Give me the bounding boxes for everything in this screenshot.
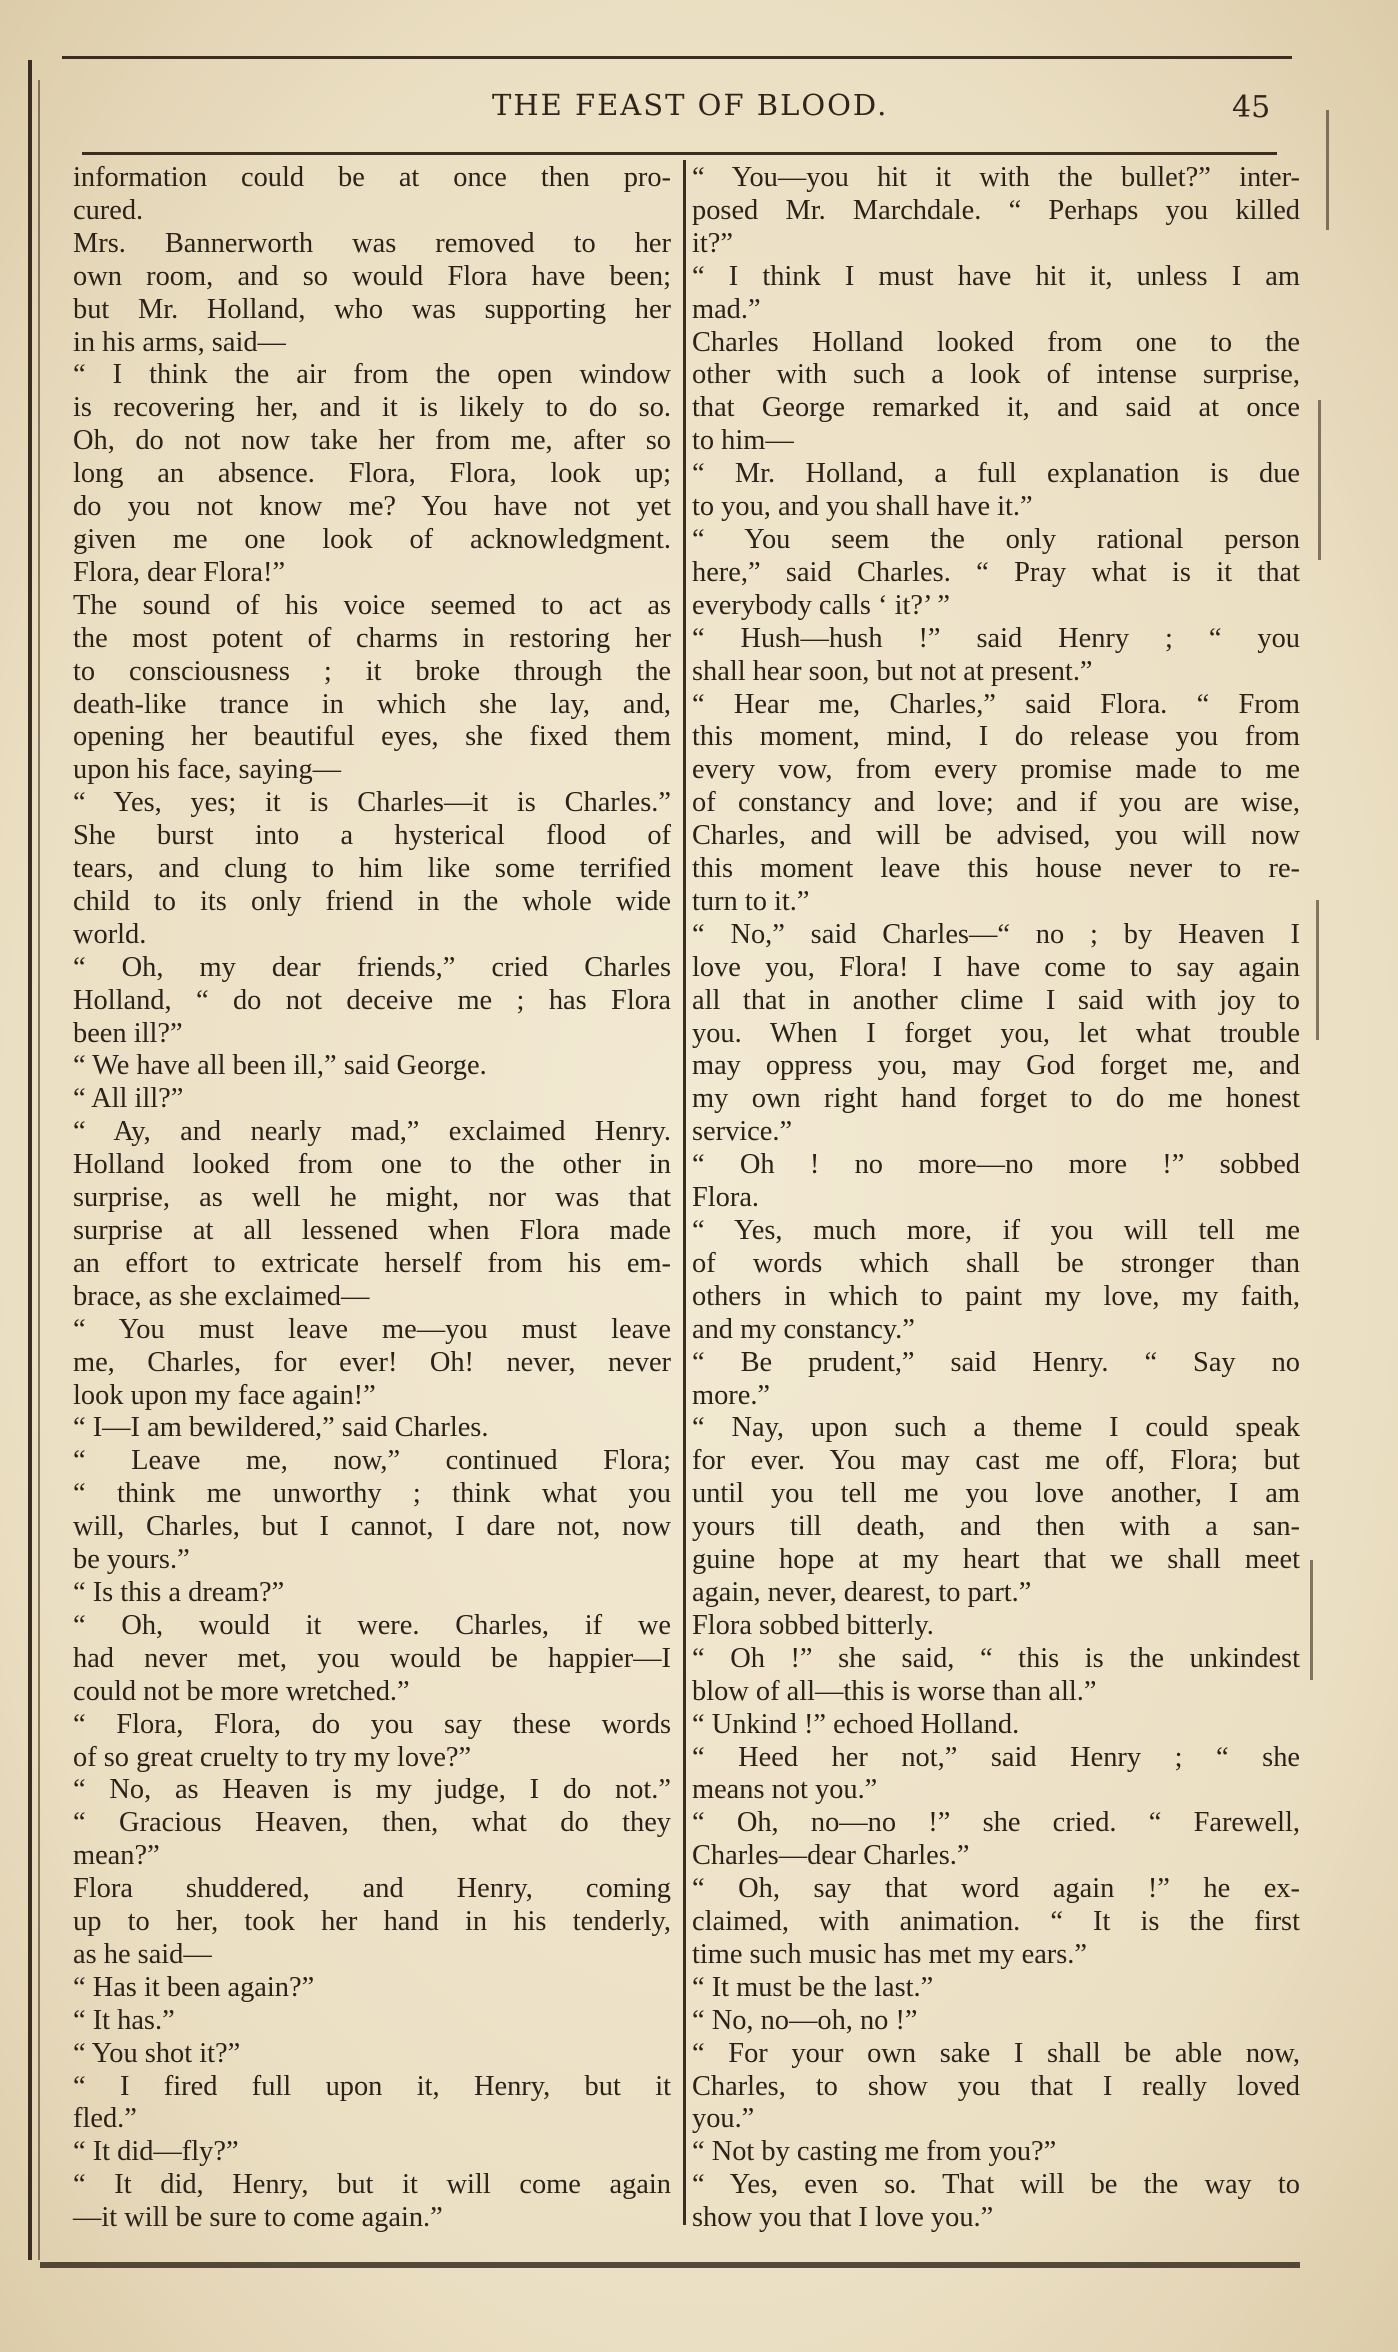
left-column-line: cured. [73,194,144,226]
left-column-line: “ Oh, my dear friends,” cried Charles [73,951,671,983]
left-column-line: do you not know me? You have not yet [73,491,671,523]
right-column-line: “ You—you hit it with the bullet?” inter- [692,162,1300,193]
left-column-line: upon his face, saying— [73,754,342,786]
left-column-line: “ think me unworthy ; think what you [73,1478,671,1510]
header-rule [82,152,1277,155]
right-column-line: blow of all—this is worse than all.” [692,1675,1097,1707]
right-column-line: “ Not by casting me from you?” [692,2136,1057,2168]
right-column-line: to you, and you shall have it.” [692,491,1033,523]
right-column-line: “ Yes, even so. That will be the way to [692,2169,1300,2201]
right-column-line: all that in another clime I said with joy to [692,984,1300,1016]
right-column-line: “ Be prudent,” said Henry. “ Say no [692,1346,1300,1378]
left-column-line: “ It did, Henry, but it will come again [73,2169,671,2201]
right-column-line: means not you.” [692,1774,878,1806]
right-column-line: “ I think I must have hit it, unless I am [692,260,1300,292]
right-column-line: yours till death, and then with a san- [692,1511,1300,1543]
left-column-line: “ Leave me, now,” continued Flora; [73,1445,671,1477]
right-column-line: show you that I love you.” [692,2202,994,2234]
left-column-line: to consciousness ; it broke through the [73,655,671,687]
right-column-line: my own right hand forget to do me honest [692,1083,1300,1115]
running-header-title: THE FEAST OF BLOOD. [492,88,889,122]
right-column-line: of words which shall be stronger than [692,1247,1300,1279]
right-column-line: claimed, with animation. “ It is the first [692,1906,1300,1938]
right-column-line: more.” [692,1379,771,1411]
right-column-line: “ You seem the only rational person [692,523,1300,555]
left-border-rule [28,60,32,2260]
left-column-line: the most potent of charms in restoring her [73,622,671,654]
right-column-line: may oppress you, may God forget me, and [692,1050,1300,1082]
right-column-line: to him— [692,425,794,457]
left-column-line: been ill?” [73,1017,183,1049]
left-column-line: Holland, “ do not deceive me ; has Flora [73,984,671,1016]
left-column-line: “ Is this a dream?” [73,1576,285,1608]
right-column-line: love you, Flora! I have come to say again [692,951,1300,983]
left-column-line: Flora shuddered, and Henry, coming [73,1873,671,1905]
left-column-line: look upon my face again!” [73,1379,376,1411]
right-column-line: Flora. [692,1182,760,1214]
left-column-line: “ I—I am bewildered,” said Charles. [73,1412,489,1444]
right-column-line: “ Oh, no—no !” she cried. “ Farewell, [692,1807,1300,1839]
right-column-line: “ Hear me, Charles,” said Flora. “ From [692,688,1300,720]
right-column-line: posed Mr. Marchdale. “ Perhaps you killed [692,194,1300,226]
right-column-line: guine hope at my heart that we shall meet [692,1544,1300,1576]
left-column-line: She burst into a hysterical flood of [73,820,671,852]
right-column-line: “ Mr. Holland, a full explanation is due [692,458,1300,490]
right-column-line: Charles, to show you that I really loved [692,2070,1300,2102]
left-column-line: “ It did—fly?” [73,2136,239,2168]
right-column-line: “ Hush—hush !” said Henry ; “ you [692,622,1300,654]
left-column-line: surprise at all lessened when Flora made [73,1215,671,1246]
left-column-line: “ Ay, and nearly mad,” exclaimed Henry. [73,1116,671,1148]
right-column-line: “ Oh, say that word again !” he ex- [692,1873,1300,1905]
left-column-line: “ Has it been again?” [73,1971,315,2003]
left-column-line: —it will be sure to come again.” [73,2202,443,2234]
left-column-line: will, Charles, but I cannot, I dare not, now [73,1511,671,1543]
left-column-line: of so great cruelty to try my love?” [73,1741,472,1773]
left-column-line: “ No, as Heaven is my judge, I do not.” [73,1774,671,1806]
right-column-line: “ Nay, upon such a theme I could speak [692,1412,1300,1444]
right-column-line: this moment, mind, I do release you from [692,721,1300,753]
left-column-line: is recovering her, and it is likely to do so. [73,392,671,424]
column-divider [683,160,686,2225]
right-column-line: again, never, dearest, to part.” [692,1576,1032,1608]
left-column-line: surprise, as well he might, nor was that [73,1182,671,1214]
left-column-line: “ All ill?” [73,1083,184,1115]
bottom-rule [40,2262,1300,2268]
right-column-line: here,” said Charles. “ Pray what is it that [692,556,1300,588]
margin-mark [1326,110,1329,230]
right-column-line: other with such a look of intense surprise, [692,359,1300,391]
right-text-column [692,162,1300,2235]
right-column-line: you. When I forget you, let what trouble [692,1017,1300,1049]
left-column-line: opening her beautiful eyes, she fixed them [73,721,671,753]
right-column-line: “ Unkind !” echoed Holland. [692,1708,1020,1740]
left-column-line: “ Oh, would it were. Charles, if we [73,1609,671,1641]
left-column-line: The sound of his voice seemed to act as [73,589,671,621]
left-column-line: Mrs. Bannerworth was removed to her [73,227,671,259]
right-column-line: service.” [692,1116,793,1148]
right-column-line: Charles, and will be advised, you will now [692,820,1300,852]
left-column-line: could not be more wretched.” [73,1675,410,1707]
left-column-line: “ Yes, yes; it is Charles—it is Charles.” [73,787,671,819]
left-column-line: mean?” [73,1840,160,1872]
margin-mark [1310,1560,1313,1680]
left-column-line: me, Charles, for ever! Oh! never, never [73,1346,671,1378]
right-column-line: Flora sobbed bitterly. [692,1609,934,1641]
left-column-line: Oh, do not now take her from me, after so [73,425,671,457]
left-column-line: death-like trance in which she lay, and, [73,688,671,720]
right-column-line: others in which to paint my love, my faith, [692,1280,1300,1312]
right-column-line: “ No,” said Charles—“ no ; by Heaven I [692,918,1300,950]
right-column-line: turn to it.” [692,885,810,917]
left-column-line: up to her, took her hand in his tenderly, [73,1906,671,1938]
right-column-line: “ Yes, much more, if you will tell me [692,1215,1300,1246]
left-column-line: as he said— [73,1938,212,1970]
right-column-line: for ever. You may cast me off, Flora; but [692,1445,1300,1477]
left-column-line: Flora, dear Flora!” [73,556,286,588]
left-column-line: “ We have all been ill,” said George. [73,1050,487,1082]
right-column-line: “ Oh ! no more—no more !” sobbed [692,1149,1300,1181]
right-column-line: this moment leave this house never to re- [692,853,1300,885]
left-text-column [73,162,671,2235]
left-column-line: long an absence. Flora, Flora, look up; [73,458,671,490]
left-column-line: given me one look of acknowledgment. [73,523,671,555]
left-column-line: child to its only friend in the whole wide [73,885,671,917]
left-column-line: “ Flora, Flora, do you say these words [73,1708,671,1740]
right-column-line: and my constancy.” [692,1313,915,1345]
right-column-line: until you tell me you love another, I am [692,1478,1300,1510]
right-column-line: it?” [692,227,733,259]
left-column-line: an effort to extricate herself from his em- [73,1247,671,1279]
right-column-line: time such music has met my ears.” [692,1938,1088,1970]
left-border-rule-inner [38,80,40,2260]
right-column-line: of constancy and love; and if you are wise, [692,787,1300,819]
left-column-line: fled.” [73,2103,137,2135]
right-column-line: you.” [692,2103,755,2135]
left-column-line: information could be at once then pro- [73,162,671,193]
right-column-line: “ Heed her not,” said Henry ; “ she [692,1741,1300,1773]
right-column-line: “ No, no—oh, no !” [692,2004,918,2036]
right-column-line: mad.” [692,293,761,325]
left-column-line: “ You must leave me—you must leave [73,1313,671,1345]
right-column-line: “ For your own sake I shall be able now, [692,2037,1300,2069]
right-column-line: “ Oh !” she said, “ this is the unkindest [692,1642,1300,1674]
left-column-line: world. [73,918,147,950]
right-column-line: every vow, from every promise made to me [692,754,1300,786]
left-column-line: brace, as she exclaimed— [73,1280,370,1312]
right-column-line: shall hear soon, but not at present.” [692,655,1093,687]
margin-mark [1318,400,1321,560]
page-number: 45 [1232,90,1271,125]
left-column-line: “ It has.” [73,2004,175,2036]
top-rule [62,56,1292,59]
right-column-line: that George remarked it, and said at once [692,392,1300,424]
left-column-line: had never met, you would be happier—I [73,1642,671,1674]
left-column-line: “ Gracious Heaven, then, what do they [73,1807,671,1839]
left-column-line: Holland looked from one to the other in [73,1149,671,1181]
left-column-line: “ I think the air from the open window [73,359,671,391]
left-column-line: tears, and clung to him like some terrified [73,853,671,885]
left-column-line: own room, and so would Flora have been; [73,260,671,292]
left-column-line: but Mr. Holland, who was supporting her [73,293,671,325]
right-column-line: “ It must be the last.” [692,1971,934,2003]
right-column-line: everybody calls ‘ it?’ ” [692,589,951,621]
right-column-line: Charles Holland looked from one to the [692,326,1300,358]
left-column-line: “ I fired full upon it, Henry, but it [73,2070,671,2102]
margin-mark [1316,900,1319,1040]
right-column-line: Charles—dear Charles.” [692,1840,970,1872]
left-column-line: in his arms, said— [73,326,286,358]
left-column-line: “ You shot it?” [73,2037,241,2069]
left-column-line: be yours.” [73,1544,190,1576]
